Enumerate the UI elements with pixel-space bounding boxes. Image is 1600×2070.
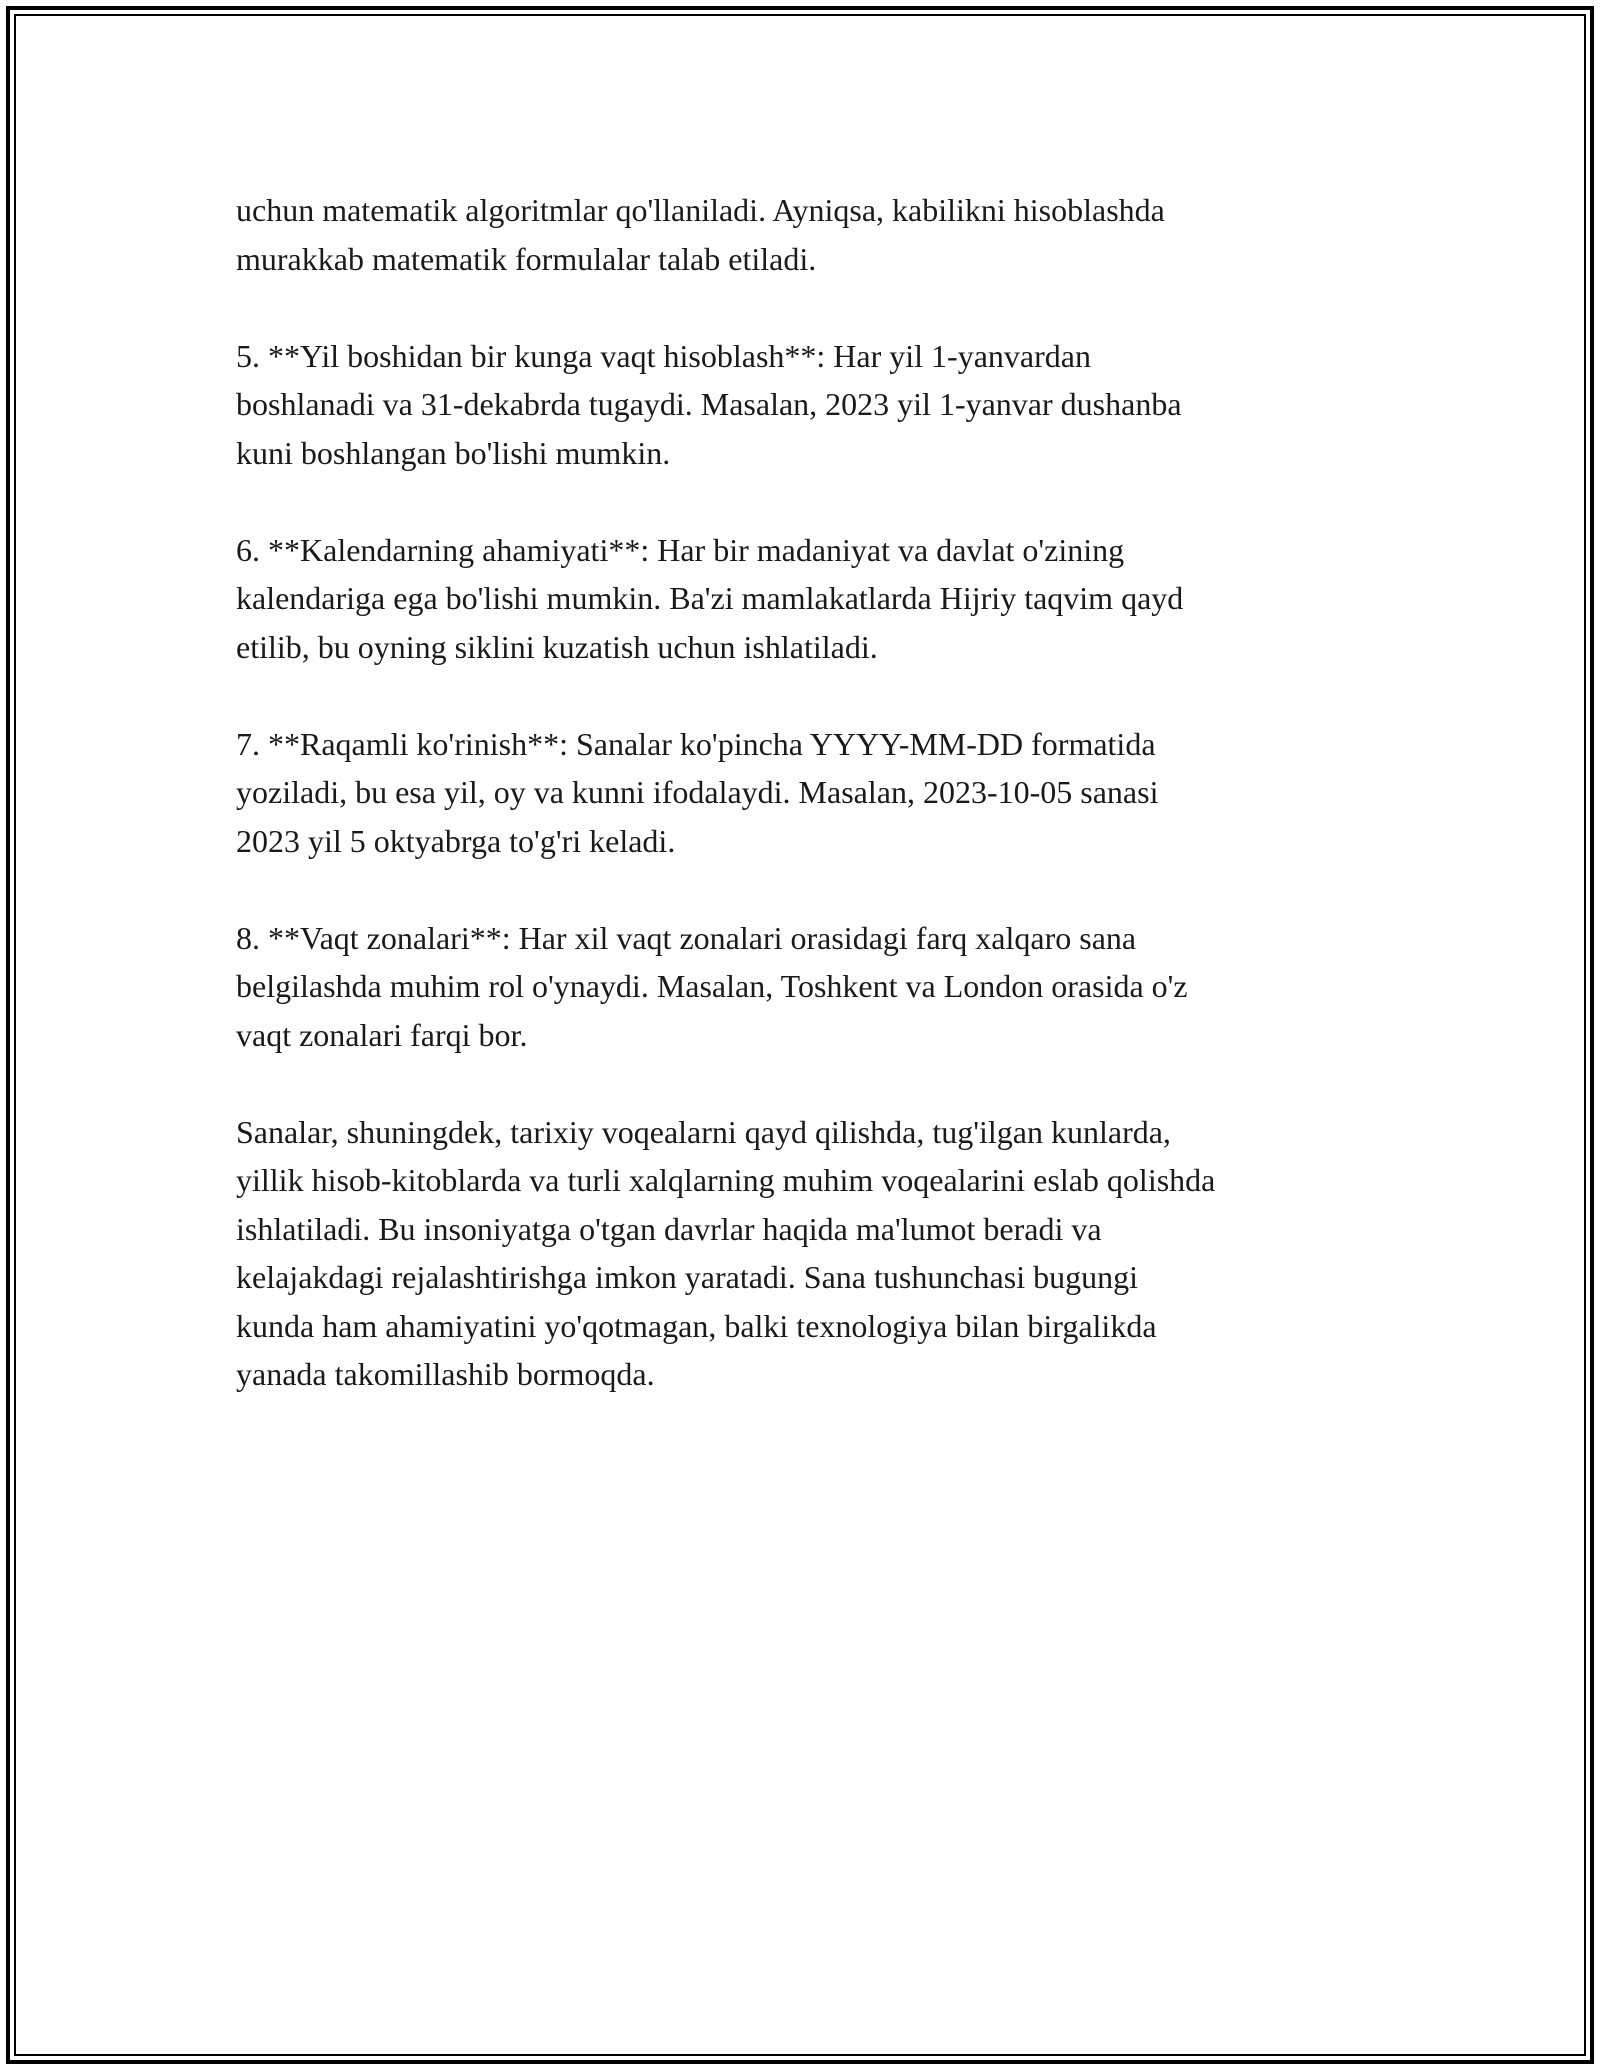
text-line: 5. **Yil boshidan bir kunga vaqt hisoblash**: Har yil 1-yanvardan bbox=[236, 337, 1091, 374]
list-item-8 bbox=[236, 914, 1376, 1060]
text-line: boshlanadi va 31-dekabrda tugaydi. Masalan, 2023 yil 1-yanvar dushanba bbox=[236, 386, 1182, 422]
text-line: vaqt zonalari farqi bor. bbox=[236, 1016, 528, 1053]
list-item-5 bbox=[236, 332, 1376, 478]
paragraph-continuation bbox=[236, 186, 1376, 283]
text-line: yanada takomillashib bormoqda. bbox=[236, 1356, 655, 1392]
list-item-6 bbox=[236, 526, 1376, 672]
text-line: murakkab matematik formulalar talab etiladi. bbox=[236, 240, 817, 277]
text-line: kuni boshlangan bo'lishi mumkin. bbox=[236, 434, 671, 471]
text-line: etilib, bu oyning siklini kuzatish uchun ishlatiladi. bbox=[236, 628, 878, 665]
text-line: kunda ham ahamiyatini yo'qotmagan, balki texnologiya bilan birgalikda bbox=[236, 1307, 1157, 1344]
text-line: 6. **Kalendarning ahamiyati**: Har bir madaniyat va davlat o'zining bbox=[236, 531, 1125, 568]
text-line: belgilashda muhim rol o'ynaydi. Masalan, Toshkent va London orasida o'z bbox=[236, 968, 1188, 1004]
text-line: Sanalar, shuningdek, tarixiy voqealarni qayd qilishda, tug'ilgan kunlarda, bbox=[236, 1113, 1171, 1150]
text-line: uchun matematik algoritmlar qo'llaniladi. Ayniqsa, kabilikni hisoblashda bbox=[236, 192, 1165, 228]
list-item-7 bbox=[236, 720, 1376, 866]
text-line: kelajakdagi rejalashtirishga imkon yaratadi. Sana tushunchasi bugungi bbox=[236, 1259, 1138, 1295]
text-line: 7. **Raqamli ko'rinish**: Sanalar ko'pincha YYYY-MM-DD formatida bbox=[236, 725, 1156, 762]
text-line: ishlatiladi. Bu insoniyatga o'tgan davrlar haqida ma'lumot beradi va bbox=[236, 1210, 1102, 1247]
text-line: kalendariga ega bo'lishi mumkin. Ba'zi mamlakatlarda Hijriy taqvim qayd bbox=[236, 580, 1184, 616]
text-line: yoziladi, bu esa yil, oy va kunni ifodalaydi. Masalan, 2023-10-05 sanasi bbox=[236, 774, 1159, 810]
text-line: 8. **Vaqt zonalari**: Har xil vaqt zonalari orasidagi farq xalqaro sana bbox=[236, 919, 1137, 956]
document-body bbox=[236, 186, 1376, 1399]
text-line: 2023 yil 5 oktyabrga to'g'ri keladi. bbox=[236, 822, 676, 859]
paragraph-conclusion bbox=[236, 1108, 1376, 1399]
text-line: yillik hisob-kitoblarda va turli xalqlarning muhim voqealarini eslab qolishda bbox=[236, 1162, 1216, 1198]
